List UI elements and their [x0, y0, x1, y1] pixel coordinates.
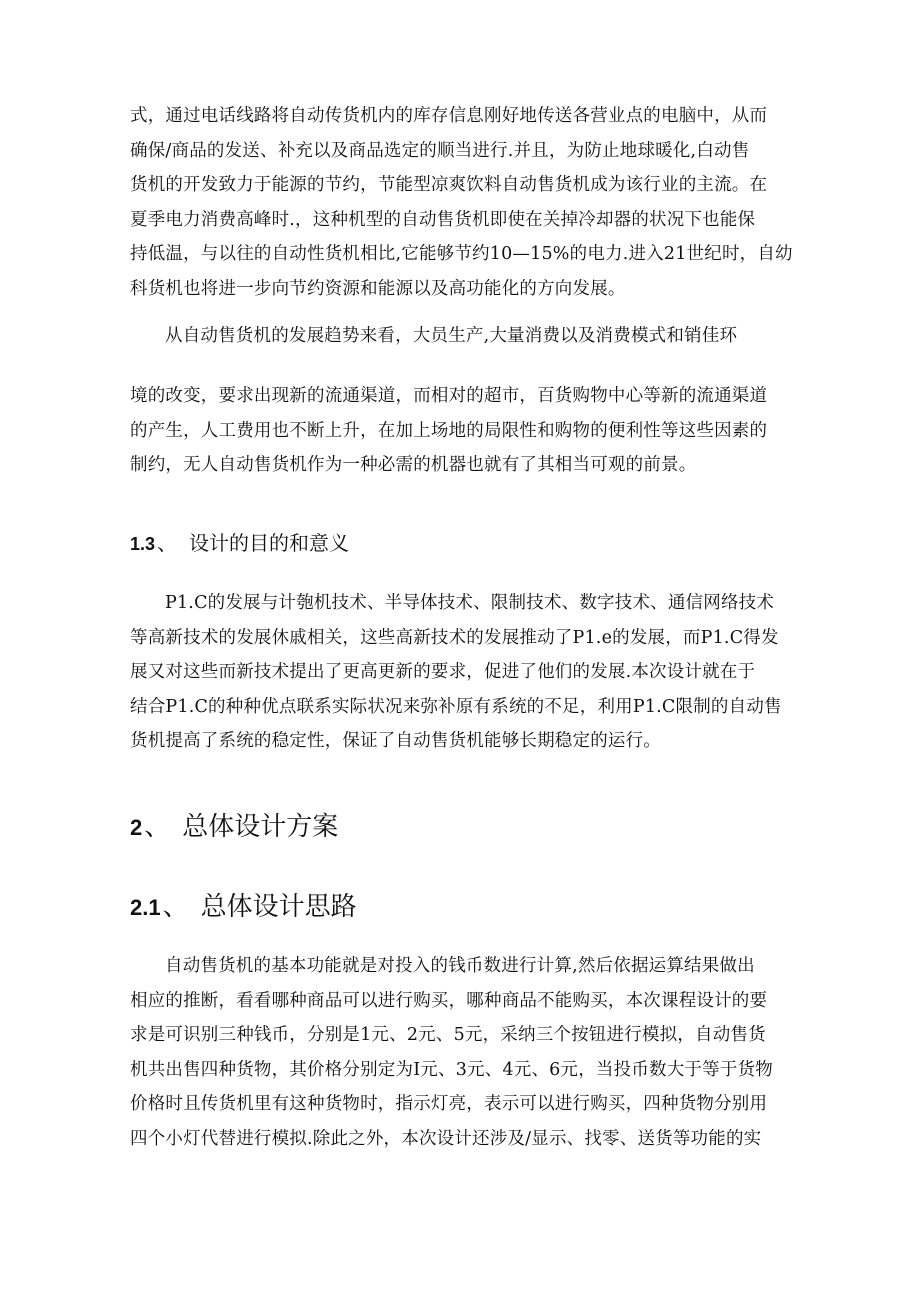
text-line: 从自动售货机的发展趋势来看，大员生产,大量消费以及消费模式和销佳环 — [165, 326, 738, 346]
text-line: 科货机也将进一步向节约资源和能源以及高功能化的方向发展。 — [130, 278, 626, 299]
text-line: 等高新技术的发展休戚相关，这些高新技术的发展推动了P1.e的发展，而P1.C得发 — [130, 627, 779, 648]
body-paragraph-purpose — [130, 586, 790, 759]
section-number: 2.1 — [130, 895, 161, 920]
chapter-separator: 、 — [144, 812, 171, 842]
text-line: 货机的开发致力于能源的节约，节能型凉爽饮料自动售货机成为该行业的主流。在 — [130, 175, 768, 195]
text-line: 境的改变，要求出现新的流通渠道，而相对的超市，百货购物中心等新的流通渠道 — [130, 386, 768, 406]
text-line: 结合P1.C的种种优点联系实际状况来弥补原有系统的不足，利用P1.C限制的自动售 — [130, 696, 782, 717]
chapter-heading-2 — [130, 806, 338, 843]
section-heading-2-1 — [130, 886, 357, 923]
text-line: 价格时且传货机里有这种货物时，指示灯亮，表示可以进行购买，四种货物分别用 — [130, 1094, 768, 1114]
section-number: 1.3 — [130, 534, 156, 554]
body-paragraph-vending-history — [130, 99, 793, 306]
body-paragraph-design-idea — [130, 949, 790, 1156]
text-line: 确保/商品的发送、补充以及商品选定的顺当进行.并且，为防止地球暖化,白动售 — [130, 140, 750, 161]
section-separator: 、 — [162, 892, 189, 922]
text-line: 货机提高了系统的稳定性，保证了自动售货机能够长期稳定的运行。 — [130, 731, 661, 751]
section-title: 总体设计思路 — [200, 892, 357, 922]
text-line: 制约，无人自动售货机作为一种必需的机器也就有了其相当可观的前景。 — [130, 455, 697, 475]
text-line: 的产生，人工费用也不断上升，在加上场地的局限性和购物的便利性等这些因素的 — [130, 420, 768, 441]
text-line: 式，通过电话线路将自动传货机内的库存信息刚好地传送各营业点的电脑中，从而 — [130, 106, 768, 126]
body-paragraph-trend-continued — [130, 379, 790, 483]
section-separator: 、 — [157, 531, 178, 555]
text-line: 持低温，与以往的自动性货机相比,它能够节约10—15%的电力.进入21世纪时，自幼 — [130, 244, 793, 264]
chapter-title: 总体设计方案 — [182, 812, 339, 842]
text-line: 求是可识别三种钱币，分别是1元、2元、5元，采纳三个按钮进行模拟，自动售货 — [130, 1025, 766, 1045]
text-line: 机共出售四种货物，其价格分别定为I元、3元、4元、6元，当投币数大于等于货物 — [130, 1059, 773, 1080]
text-line: P1.C的发展与计匏机技术、半导体技术、限制技术、数字技术、通信网络技术 — [165, 593, 775, 613]
text-line: 夏季电力消费高峰时.，这种机型的自动售货机即使在关掉冷却器的状况下也能保 — [130, 209, 756, 230]
text-line: 自动售货机的基本功能就是对投入的钱币数进行计算,然后依据运算结果做出 — [165, 956, 755, 976]
section-title: 设计的目的和意义 — [189, 531, 350, 555]
chapter-number: 2 — [130, 815, 143, 840]
section-heading-1-3 — [130, 527, 349, 556]
text-line: 相应的推断，看看哪种商品可以进行购买，哪种商品不能购买，本次课程设计的要 — [130, 990, 768, 1011]
body-paragraph-trend-start — [165, 319, 790, 354]
text-line: 展又对这些而新技术提出了更高更新的要求，促进了他们的发展.本次设计就在于 — [130, 662, 756, 682]
text-line: 四个小灯代替进行模拟.除此之外，本次设计还涉及/显示、找零、送货等功能的实 — [130, 1128, 762, 1149]
